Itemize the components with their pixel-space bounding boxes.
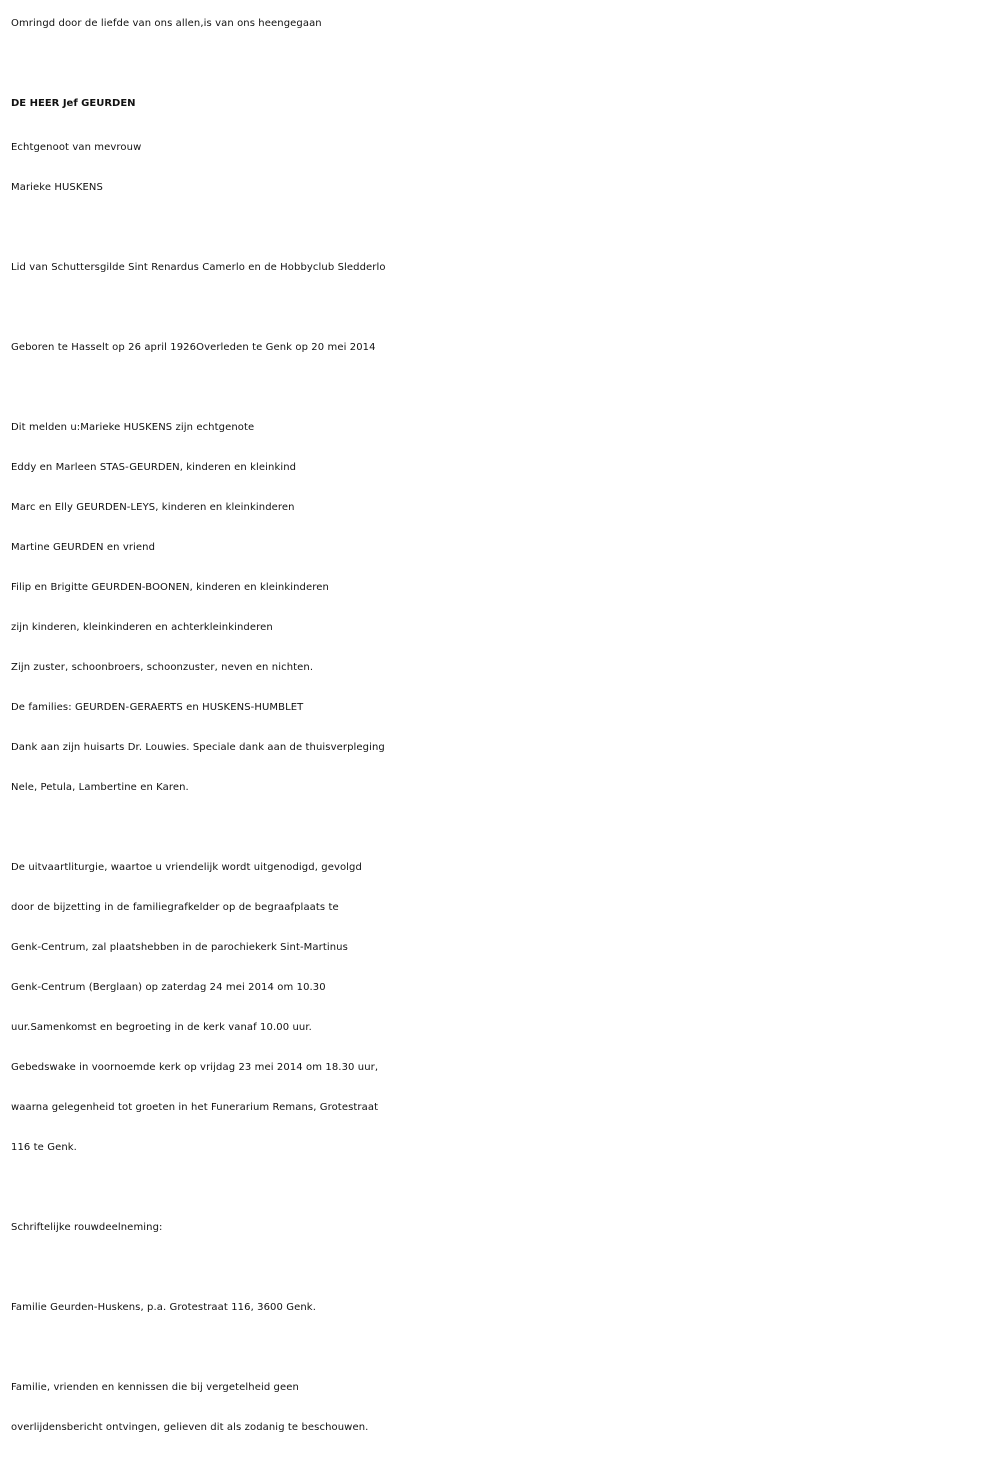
membership-text: Lid van Schuttersgilde Sint Renardus Camerlo en de Hobbyclub Sledderlo [11,262,386,273]
announcer-line: zijn kinderen, kleinkinderen en achterkleinkinderen [11,622,273,633]
ceremony-paragraph [11,848,996,1168]
ceremony-line: 116 te Genk. [11,1142,77,1153]
announcer-line: De families: GEURDEN-GERAERTS en HUSKENS-HUMBLET [11,702,304,713]
ceremony-line: uur.Samenkomst en begroeting in de kerk vanaf 10.00 uur. [11,1022,312,1033]
announcer-line: Dank aan zijn huisarts Dr. Louwies. Speciale dank aan de thuisverpleging [11,742,385,753]
condolence-label: Schriftelijke rouwdeelneming: [11,1222,163,1233]
birth-death-text: Geboren te Hasselt op 26 april 1926Overleden te Genk op 20 mei 2014 [11,342,376,353]
ceremony-line: Genk-Centrum (Berglaan) op zaterdag 24 mei 2014 om 10.30 [11,982,326,993]
ceremony-line: Genk-Centrum, zal plaatshebben in de parochiekerk Sint-Martinus [11,942,348,953]
announcer-line: Martine GEURDEN en vriend [11,542,156,553]
spouse-line-2: Marieke HUSKENS [11,182,103,193]
deceased-name: DE HEER Jef GEURDEN [11,98,136,109]
ceremony-line: De uitvaartliturgie, waartoe u vriendelijk wordt uitgenodigd, gevolgd [11,862,362,873]
closing-paragraph [11,1368,996,1448]
announcer-line: Eddy en Marleen STAS-GEURDEN, kinderen en kleinkind [11,462,297,473]
announcers-list [11,408,996,808]
ceremony-line: waarna gelegenheid tot groeten in het Funerarium Remans, Grotestraat [11,1102,379,1113]
closing-line: overlijdensbericht ontvingen, gelieven dit als zodanig te beschouwen. [11,1422,369,1433]
closing-line: Familie, vrienden en kennissen die bij vergetelheid geen [11,1382,299,1393]
announcer-line: Zijn zuster, schoonbroers, schoonzuster, neven en nichten. [11,662,314,673]
announcer-line: Nele, Petula, Lambertine en Karen. [11,782,189,793]
ceremony-line: Gebedswake in voornoemde kerk op vrijdag 23 mei 2014 om 18.30 uur, [11,1062,379,1073]
ceremony-line: door de bijzetting in de familiegrafkelder op de begraafplaats te [11,902,339,913]
death-notice [11,4,996,1448]
intro-text: Omringd door de liefde van ons allen,is van ons heengegaan [11,18,322,29]
announcer-line: Marc en Elly GEURDEN-LEYS, kinderen en kleinkinderen [11,502,295,513]
spouse-line-1: Echtgenoot van mevrouw [11,142,142,153]
announcer-line: Filip en Brigitte GEURDEN-BOONEN, kinderen en kleinkinderen [11,582,329,593]
announcer-line: Dit melden u:Marieke HUSKENS zijn echtgenote [11,422,255,433]
condolence-address: Familie Geurden-Huskens, p.a. Grotestraat 116, 3600 Genk. [11,1302,316,1313]
